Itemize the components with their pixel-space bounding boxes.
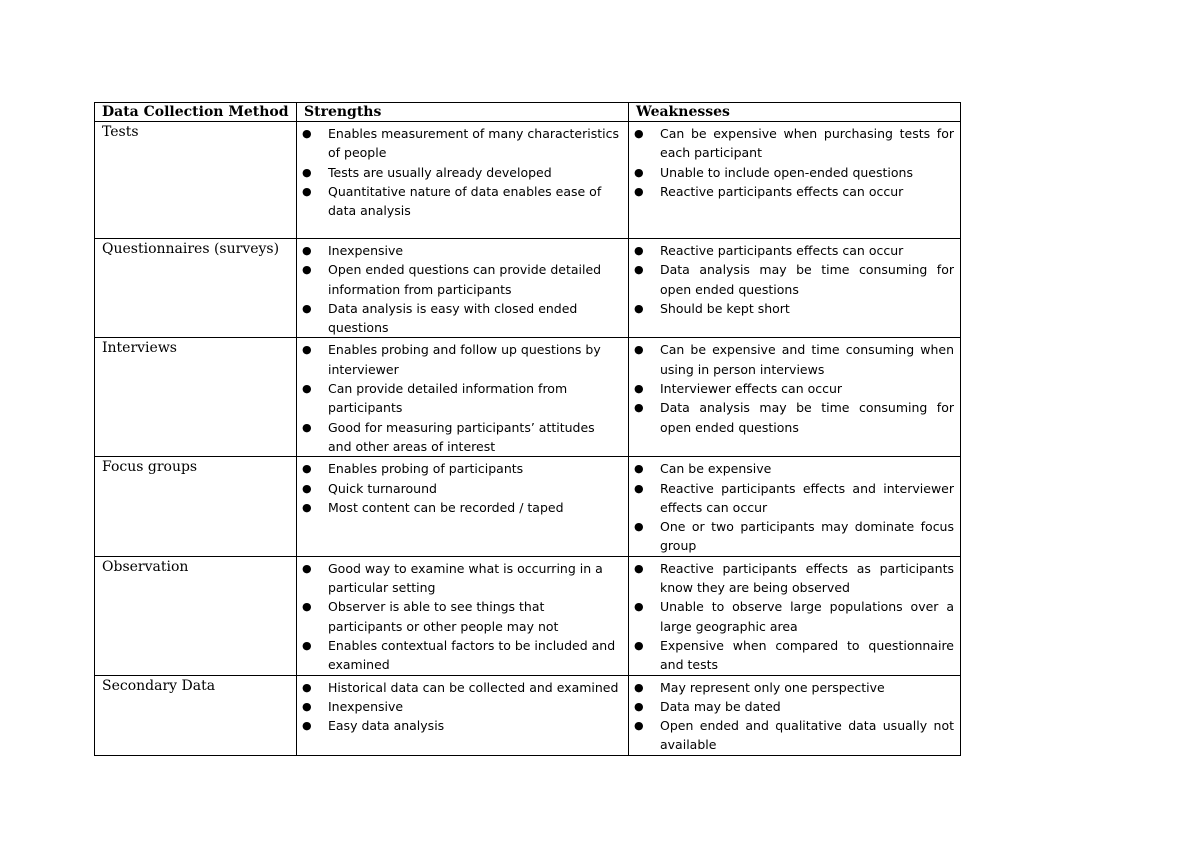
table-body — [95, 122, 961, 756]
method-cell: Tests — [95, 122, 297, 239]
bullet-icon: ● — [302, 680, 312, 694]
header-strengths: Strengths — [297, 103, 629, 122]
list-item — [629, 340, 954, 379]
list-item — [297, 124, 622, 163]
weaknesses-list — [629, 557, 960, 675]
strengths-list — [297, 557, 628, 675]
list-item-text: Quick turnaround — [328, 480, 437, 496]
strengths-cell — [297, 675, 629, 755]
list-item-text: Data may be dated — [660, 698, 781, 714]
list-item — [629, 398, 954, 437]
bullet-icon: ● — [634, 401, 644, 415]
method-cell: Observation — [95, 556, 297, 675]
list-item-text: Reactive participants effects as participants know they are being observed — [660, 560, 954, 596]
list-item-text: Tests are usually already developed — [328, 164, 552, 180]
list-item-text: Inexpensive — [328, 243, 404, 258]
list-item-text: Enables probing and follow up questions by interviewer — [328, 342, 601, 377]
bullet-icon: ● — [634, 301, 644, 315]
list-item — [629, 716, 954, 755]
bullet-icon: ● — [302, 600, 312, 614]
weaknesses-cell — [629, 675, 961, 755]
bullet-icon: ● — [634, 244, 644, 257]
header-weaknesses: Weaknesses — [629, 103, 961, 122]
strengths-cell — [297, 239, 629, 338]
strengths-list — [297, 239, 628, 337]
list-item — [629, 678, 954, 697]
list-item — [297, 163, 622, 182]
list-item — [629, 241, 954, 260]
list-item-text: Inexpensive — [328, 698, 404, 714]
method-cell: Questionnaires (surveys) — [95, 239, 297, 338]
list-item — [629, 459, 954, 478]
weaknesses-list — [629, 239, 960, 318]
list-item — [297, 597, 622, 636]
bullet-icon: ● — [634, 184, 644, 198]
table-row — [95, 338, 961, 457]
list-item — [629, 163, 954, 182]
strengths-cell — [297, 457, 629, 556]
list-item — [297, 459, 622, 478]
method-cell: Focus groups — [95, 457, 297, 556]
bullet-icon: ● — [634, 600, 644, 614]
list-item-text: Reactive participants effects and interviewer effects can occur — [660, 480, 954, 515]
weaknesses-list — [629, 676, 960, 755]
list-item-text: Easy data analysis — [328, 718, 445, 734]
list-item-text: Can be expensive and time consuming when using in person interviews — [660, 342, 954, 377]
bullet-icon: ● — [634, 520, 644, 534]
list-item-text: One or two participants may dominate focus group — [660, 519, 954, 554]
bullet-icon: ● — [302, 462, 312, 476]
list-item-text: Good for measuring participants’ attitudes and other areas of interest — [328, 419, 595, 454]
strengths-list — [297, 676, 628, 736]
bullet-icon: ● — [634, 343, 644, 357]
list-item — [629, 379, 954, 398]
list-item — [629, 636, 954, 675]
table-row — [95, 457, 961, 556]
list-item-text: Reactive participants effects can occur — [660, 243, 904, 258]
comparison-table — [94, 102, 961, 756]
weaknesses-list — [629, 122, 960, 201]
list-item-text: Most content can be recorded / taped — [328, 499, 564, 515]
list-item — [629, 260, 954, 299]
bullet-icon: ● — [634, 382, 644, 396]
weaknesses-cell — [629, 457, 961, 556]
bullet-icon: ● — [634, 481, 644, 495]
list-item — [297, 678, 622, 697]
table-row — [95, 675, 961, 755]
bullet-icon: ● — [302, 561, 312, 575]
weaknesses-cell — [629, 239, 961, 338]
bullet-icon: ● — [634, 699, 644, 713]
list-item — [297, 379, 622, 418]
list-item-text: Data analysis may be time consuming for open ended questions — [660, 262, 954, 297]
list-item-text: Enables measurement of many characteristics of people — [328, 126, 619, 161]
bullet-icon: ● — [302, 699, 312, 713]
list-item-text: Unable to observe large populations over a large geographic area — [660, 599, 954, 634]
bullet-icon: ● — [634, 561, 644, 575]
list-item-text: Should be kept short — [660, 300, 790, 316]
bullet-icon: ● — [302, 127, 312, 140]
list-item-text: Data analysis may be time consuming for open ended questions — [660, 400, 954, 435]
list-item — [297, 697, 622, 716]
list-item-text: Data analysis is easy with closed ended questions — [328, 300, 578, 336]
table-row — [95, 239, 961, 338]
list-item-text: Interviewer effects can occur — [660, 381, 843, 397]
strengths-list — [297, 338, 628, 456]
bullet-icon: ● — [634, 462, 644, 476]
list-item-text: May represent only one perspective — [660, 679, 885, 695]
bullet-icon: ● — [634, 263, 644, 277]
list-item-text: Reactive participants effects can occur — [660, 183, 904, 199]
list-item-text: Good way to examine what is occurring in a particular setting — [328, 560, 603, 596]
list-item — [629, 559, 954, 598]
method-cell: Interviews — [95, 338, 297, 457]
table-row — [95, 556, 961, 675]
strengths-cell — [297, 338, 629, 457]
list-item — [629, 517, 954, 556]
strengths-list — [297, 122, 628, 220]
weaknesses-list — [629, 338, 960, 436]
list-item — [629, 299, 954, 318]
bullet-icon: ● — [634, 165, 644, 179]
list-item-text: Unable to include open-ended questions — [660, 164, 913, 180]
bullet-icon: ● — [302, 165, 312, 179]
method-cell: Secondary Data — [95, 675, 297, 755]
bullet-icon: ● — [302, 382, 312, 396]
list-item — [297, 636, 622, 675]
list-item-text: Quantitative nature of data enables ease of data analysis — [328, 183, 602, 219]
list-item — [297, 418, 622, 457]
bullet-icon: ● — [302, 263, 312, 277]
bullet-icon: ● — [302, 184, 312, 198]
bullet-icon: ● — [634, 638, 644, 652]
list-item — [297, 340, 622, 379]
bullet-icon: ● — [302, 244, 312, 257]
list-item-text: Enables probing of participants — [328, 461, 524, 477]
list-item-text: Can provide detailed information from participants — [328, 381, 568, 416]
list-item-text: Can be expensive when purchasing tests for each participant — [660, 126, 954, 161]
list-item — [297, 479, 622, 498]
table-header-row — [95, 103, 961, 122]
weaknesses-cell — [629, 338, 961, 457]
list-item — [629, 479, 954, 518]
bullet-icon: ● — [302, 719, 312, 733]
list-item — [297, 241, 622, 260]
weaknesses-list — [629, 457, 960, 555]
bullet-icon: ● — [634, 680, 644, 694]
strengths-cell — [297, 122, 629, 239]
list-item — [629, 124, 954, 163]
list-item — [297, 299, 622, 338]
list-item — [629, 697, 954, 716]
header-method: Data Collection Method — [95, 103, 297, 122]
list-item — [297, 716, 622, 735]
list-item — [297, 182, 622, 221]
bullet-icon: ● — [634, 719, 644, 733]
list-item-text: Open ended questions can provide detailed information from participants — [328, 262, 602, 297]
list-item-text: Enables contextual factors to be included and examined — [328, 637, 616, 673]
list-item-text: Can be expensive — [660, 461, 772, 477]
list-item — [629, 182, 954, 201]
weaknesses-cell — [629, 122, 961, 239]
list-item — [629, 597, 954, 636]
bullet-icon: ● — [302, 420, 312, 434]
strengths-cell — [297, 556, 629, 675]
list-item-text: Historical data can be collected and examined — [328, 679, 619, 695]
bullet-icon: ● — [302, 500, 312, 514]
list-item — [297, 498, 622, 517]
bullet-icon: ● — [302, 481, 312, 495]
bullet-icon: ● — [302, 638, 312, 652]
weaknesses-cell — [629, 556, 961, 675]
list-item — [297, 260, 622, 299]
list-item — [297, 559, 622, 598]
bullet-icon: ● — [302, 301, 312, 315]
bullet-icon: ● — [634, 127, 644, 140]
bullet-icon: ● — [302, 343, 312, 357]
list-item-text: Open ended and qualitative data usually not available — [660, 718, 954, 753]
strengths-list — [297, 457, 628, 517]
table-row — [95, 122, 961, 239]
list-item-text: Observer is able to see things that participants or other people may not — [328, 599, 559, 634]
list-item-text: Expensive when compared to questionnaire and tests — [660, 637, 954, 673]
